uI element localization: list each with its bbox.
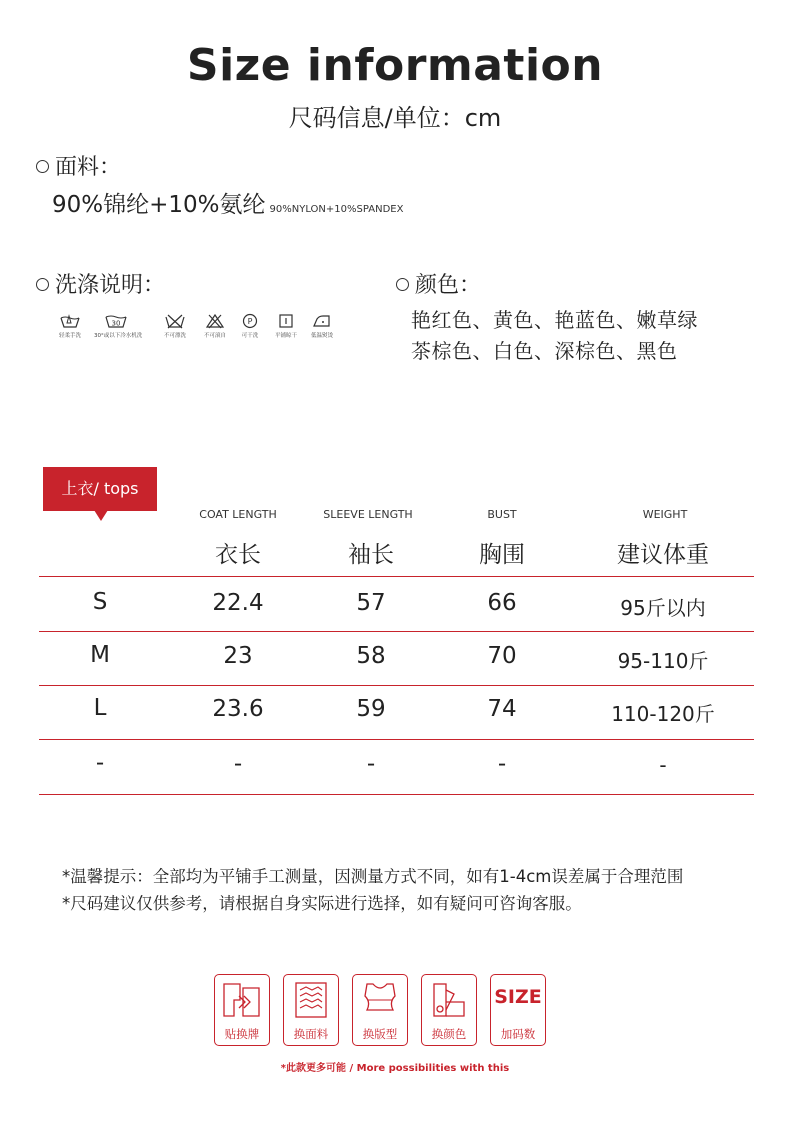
size-icon: SIZE [494,986,542,1008]
dry-flat-icon [277,313,295,329]
badge-size [490,974,546,1046]
hand-wash-icon [59,313,81,329]
colors-line-2: 茶棕色、白色、深棕色、黑色 [411,339,678,363]
size-cell: - [95,750,105,776]
table-divider [39,631,754,632]
fabric-main-text: 90%锦纶+10%氨纶 [52,192,266,218]
badge-label: 换面料 [293,1027,329,1041]
wash-label: 轻柔手洗 [58,333,81,339]
badge-swap-tag [214,974,270,1046]
wash-item [300,313,344,339]
size-cell: L [93,695,107,721]
coat-length-cell: 23.6 [212,696,264,722]
column-header-cn: 袖长 [348,542,394,568]
sleeve-length-cell: - [366,751,376,777]
page-title: Size information [186,40,604,91]
note-line-1: *温馨提示：全部均为平铺手工测量，因测量方式不同，如有1-4cm误差属于合理范围 [62,867,684,886]
table-divider [39,685,754,686]
column-header-cn: 胸围 [479,542,525,568]
fabric-heading [36,150,121,181]
fabric-composition [52,186,403,219]
wash-item [94,313,143,339]
bust-cell: 74 [487,696,517,722]
washing-heading-text: 洗涤说明： [55,273,166,298]
sleeve-length-cell: 57 [356,590,386,616]
badge-color [421,974,477,1046]
wash-label: 不可滚自 [203,333,226,339]
coat-length-cell: 22.4 [212,590,264,616]
column-header-en: COAT LENGTH [199,508,277,521]
fabric-heading-text: 面料： [55,155,122,180]
sleeve-length-cell: 59 [356,696,386,722]
table-divider [39,794,754,795]
bust-cell: - [497,751,507,777]
coat-length-cell: 23 [223,643,253,669]
weight-cell: 95-110斤 [617,649,709,673]
color-palette-icon [428,980,470,1020]
dry-clean-p-icon [241,313,259,329]
colors-line-1: 艳红色、黄色、艳蓝色、嫩草绿 [411,308,698,332]
swap-tag-icon [221,980,263,1020]
table-divider [39,739,754,740]
circle-bullet-icon [396,278,409,291]
wash-item [153,313,197,339]
column-header-en: WEIGHT [642,508,688,521]
size-cell: S [92,589,108,615]
badge-label: 换版型 [362,1027,398,1041]
svg-text:30: 30 [111,319,121,328]
machine-wash-30-icon [104,313,128,329]
badge-pattern [352,974,408,1046]
wash-label: 30°或以下冷水机洗 [94,333,143,339]
svg-text:P: P [247,317,253,326]
column-header-cn: 建议体重 [617,542,709,568]
fabric-english-text: 90%NYLON+10%SPANDEX [269,204,404,215]
badge-fabric [283,974,339,1046]
weight-cell: - [659,753,667,777]
coat-length-cell: - [233,751,243,777]
no-bleach-icon [164,313,186,329]
iron-low-icon [311,313,333,329]
column-header-cn: 衣长 [215,542,261,568]
washing-heading [36,268,165,299]
table-divider [39,576,754,577]
size-cell: M [90,642,110,668]
page-subtitle: 尺码信息/单位：cm [288,104,502,132]
no-tumble-dry-icon [204,313,226,329]
column-header-en: SLEEVE LENGTH [323,508,413,521]
category-tag: 上衣/ tops [43,467,157,511]
sleeve-length-cell: 58 [356,643,386,669]
weight-cell: 95斤以内 [620,596,706,620]
wash-label: 平铺晾干 [274,333,297,339]
badge-label: 贴换牌 [224,1027,260,1041]
footer-note: *此款更多可能 / More possibilities with this [280,1063,510,1074]
tag-pointer [94,510,108,521]
wash-label: 可干洗 [241,333,259,339]
badge-label: 换颜色 [431,1027,467,1041]
weight-cell: 110-120斤 [611,702,715,726]
bust-cell: 70 [487,643,517,669]
circle-bullet-icon [36,160,49,173]
washing-icons-row [48,313,348,353]
badge-label: 加码数 [500,1027,536,1041]
column-header-en: BUST [487,508,517,521]
garment-pattern-icon [359,980,401,1020]
wash-item [48,313,92,339]
wash-label: 低温熨烫 [310,333,333,339]
note-line-2: *尺码建议仅供参考，请根据自身实际进行选择，如有疑问可咨询客服。 [62,894,582,913]
colors-heading-text: 颜色： [415,273,482,298]
bust-cell: 66 [487,590,517,616]
wash-label: 不可漂洗 [163,333,186,339]
circle-bullet-icon [36,278,49,291]
colors-heading [396,268,481,299]
fabric-swatch-icon [290,980,332,1020]
